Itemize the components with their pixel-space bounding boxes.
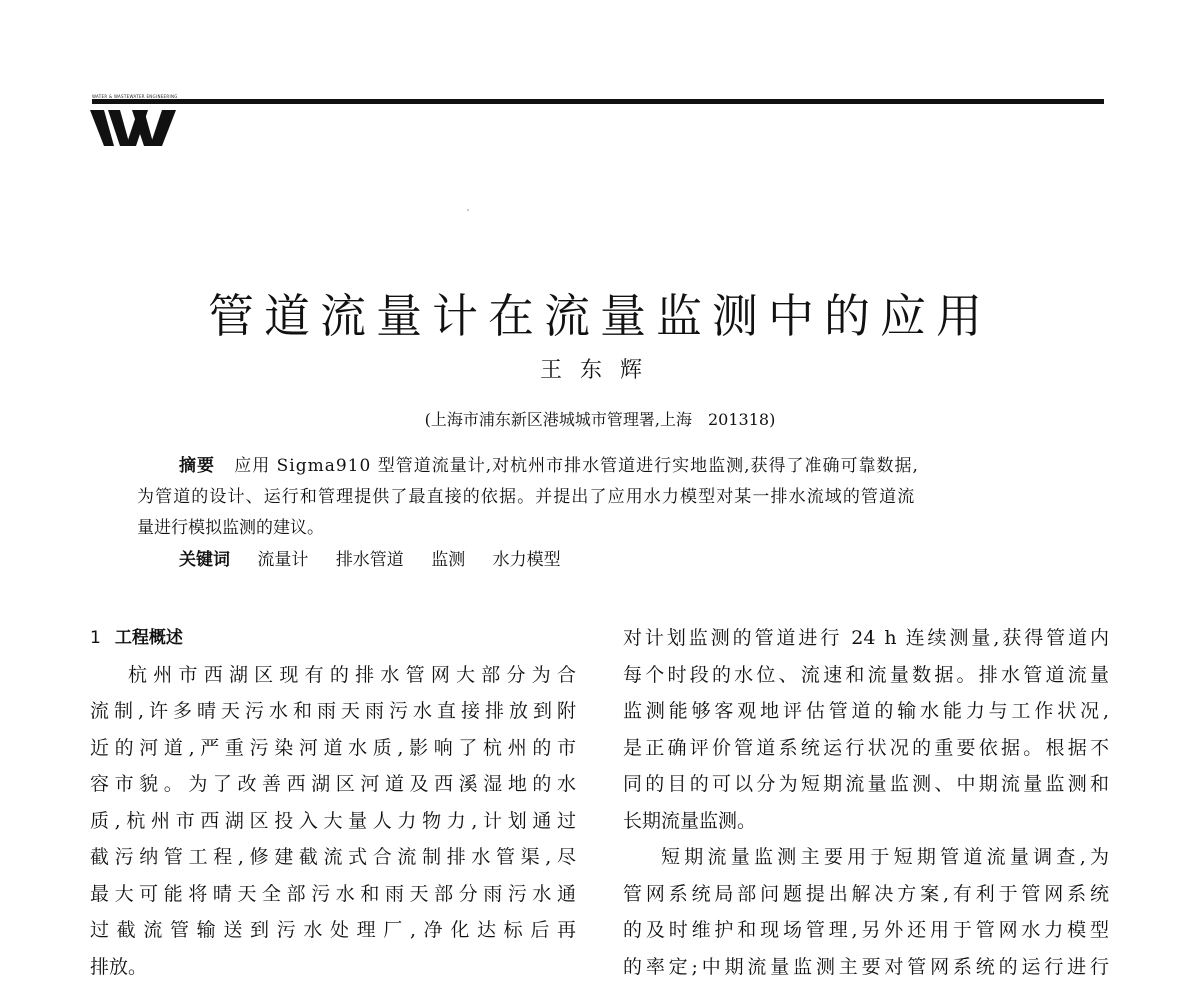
abstract-line: [137, 451, 1067, 482]
paragraph-line: 最大可能将晴天全部污水和雨天部分雨污水通: [90, 876, 576, 913]
abstract-text: 应用 Sigma910 型管道流量计,对杭州市排水管道进行实地监测,获得了准确可靠数据,: [234, 456, 919, 476]
body-column-left: [90, 620, 576, 985]
header-rule: [92, 99, 1104, 104]
paragraph-line: 截污纳管工程,修建截流式合流制排水管渠,尽: [90, 839, 576, 876]
paragraph-line: 过截流管输送到污水处理厂,净化达标后再: [90, 912, 576, 949]
paragraph-line: 近的河道,严重污染河道水质,影响了杭州的市: [90, 730, 576, 767]
paragraph-line: 容市貌。为了改善西湖区河道及西溪湿地的水: [90, 766, 576, 803]
paragraph-line: 质,杭州市西湖区投入大量人力物力,计划通过: [90, 803, 576, 840]
paragraph-line: 每个时段的水位、流速和流量数据。排水管道流量: [623, 657, 1109, 694]
paragraph-line: 短期流量监测主要用于短期管道流量调查,为: [623, 839, 1109, 876]
keyword: 排水管道: [336, 550, 404, 570]
paragraph-line: 管网系统局部问题提出解决方案,有利于管网系统: [623, 876, 1109, 913]
keywords-label: 关键词: [179, 550, 230, 570]
scan-speck: [467, 209, 469, 211]
article-title: 管道流量计在流量监测中的应用: [0, 280, 1200, 346]
journal-tag: WATER & WASTEWATER ENGINEERING: [92, 94, 178, 99]
paragraph-line: 流制,许多晴天污水和雨天雨污水直接排放到附: [90, 693, 576, 730]
paragraph-line: 是正确评价管道系统运行状况的重要依据。根据不: [623, 730, 1109, 767]
abstract-line: 为管道的设计、运行和管理提供了最直接的依据。并提出了应用水力模型对某一排水流域的管道流: [137, 482, 1067, 513]
keyword: 水力模型: [493, 550, 561, 570]
paragraph-line: 的率定;中期流量监测主要对管网系统的运行进行: [623, 949, 1109, 985]
body-column-right: [623, 620, 1109, 985]
section-number: 1: [90, 628, 101, 648]
paragraph-line: 杭州市西湖区现有的排水管网大部分为合: [90, 657, 576, 694]
paragraph-line: 长期流量监测。: [623, 803, 1109, 840]
keywords-row: [179, 545, 1067, 576]
paragraph-line: 同的目的可以分为短期流量监测、中期流量监测和: [623, 766, 1109, 803]
abstract-block: [137, 451, 1067, 576]
paragraph-line: 排放。: [90, 949, 576, 985]
article-affiliation: (上海市浦东新区港城城市管理署,上海 201318): [0, 407, 1200, 430]
abstract-line: 量进行模拟监测的建议。: [137, 513, 1067, 544]
journal-w-logo-icon: [90, 106, 180, 150]
keyword: 监测: [431, 550, 465, 570]
keyword: 流量计: [257, 550, 308, 570]
abstract-label: 摘要: [179, 456, 215, 476]
section-heading: [90, 620, 576, 657]
article-author: 王东辉: [0, 353, 1200, 384]
paragraph-line: 的及时维护和现场管理,另外还用于管网水力模型: [623, 912, 1109, 949]
section-title: 工程概述: [115, 628, 183, 648]
paragraph-line: 对计划监测的管道进行 24 h 连续测量,获得管道内: [623, 620, 1109, 657]
paragraph-line: 监测能够客观地评估管道的输水能力与工作状况,: [623, 693, 1109, 730]
